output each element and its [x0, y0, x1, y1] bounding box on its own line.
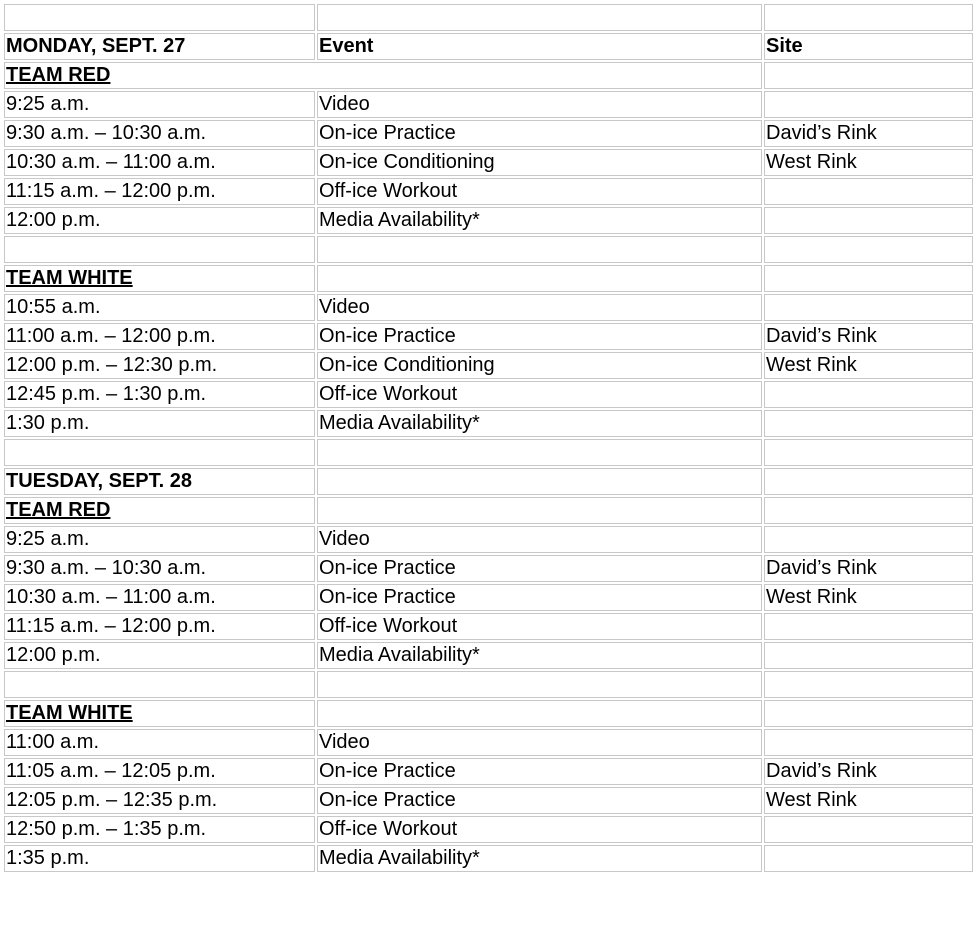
schedule-row	[4, 816, 973, 843]
time-cell: 11:15 a.m. – 12:00 p.m.	[4, 178, 315, 205]
event-cell: Off-ice Workout	[317, 381, 762, 408]
time-cell: 11:00 a.m.	[4, 729, 315, 756]
empty-cell	[764, 4, 973, 31]
time-cell: 1:35 p.m.	[4, 845, 315, 872]
site-cell	[764, 381, 973, 408]
site-cell: West Rink	[764, 787, 973, 814]
site-cell	[764, 526, 973, 553]
empty-cell	[4, 671, 315, 698]
schedule-row	[4, 207, 973, 234]
empty-cell	[764, 700, 973, 727]
site-cell: David’s Rink	[764, 758, 973, 785]
empty-cell	[764, 468, 973, 495]
time-cell: 11:00 a.m. – 12:00 p.m.	[4, 323, 315, 350]
time-cell: 12:05 p.m. – 12:35 p.m.	[4, 787, 315, 814]
site-cell	[764, 178, 973, 205]
schedule-row	[4, 410, 973, 437]
event-cell: Video	[317, 526, 762, 553]
empty-cell	[764, 236, 973, 263]
event-cell: Media Availability*	[317, 642, 762, 669]
event-cell: Off-ice Workout	[317, 178, 762, 205]
schedule-row	[4, 758, 973, 785]
empty-cell	[764, 265, 973, 292]
schedule-row	[4, 178, 973, 205]
schedule-row	[4, 729, 973, 756]
empty-cell	[764, 439, 973, 466]
time-cell: 10:30 a.m. – 11:00 a.m.	[4, 584, 315, 611]
event-cell: Media Availability*	[317, 207, 762, 234]
blank-row	[4, 671, 973, 698]
schedule-row	[4, 323, 973, 350]
site-cell	[764, 294, 973, 321]
empty-cell	[4, 439, 315, 466]
time-cell: 10:30 a.m. – 11:00 a.m.	[4, 149, 315, 176]
time-cell: 12:00 p.m. – 12:30 p.m.	[4, 352, 315, 379]
site-cell: West Rink	[764, 584, 973, 611]
site-cell	[764, 729, 973, 756]
site-cell: David’s Rink	[764, 323, 973, 350]
empty-cell	[764, 62, 973, 89]
time-cell: 9:30 a.m. – 10:30 a.m.	[4, 555, 315, 582]
event-cell: Off-ice Workout	[317, 613, 762, 640]
schedule-row	[4, 555, 973, 582]
event-cell: On-ice Practice	[317, 323, 762, 350]
empty-cell	[317, 4, 762, 31]
schedule-row	[4, 613, 973, 640]
schedule-row	[4, 294, 973, 321]
time-cell: 12:45 p.m. – 1:30 p.m.	[4, 381, 315, 408]
event-cell: Video	[317, 729, 762, 756]
team-heading-row	[4, 62, 973, 89]
event-cell: On-ice Practice	[317, 787, 762, 814]
event-column-header: Event	[317, 33, 762, 60]
day-heading: TUESDAY, SEPT. 28	[4, 468, 315, 495]
empty-cell	[317, 700, 762, 727]
event-cell: On-ice Practice	[317, 758, 762, 785]
event-cell: Off-ice Workout	[317, 816, 762, 843]
event-cell: Media Availability*	[317, 410, 762, 437]
empty-cell	[4, 236, 315, 263]
time-cell: 10:55 a.m.	[4, 294, 315, 321]
site-cell	[764, 816, 973, 843]
event-cell: On-ice Practice	[317, 120, 762, 147]
schedule-row	[4, 526, 973, 553]
event-cell: Video	[317, 91, 762, 118]
empty-cell	[764, 671, 973, 698]
site-cell	[764, 207, 973, 234]
empty-cell	[317, 671, 762, 698]
empty-cell	[317, 468, 762, 495]
schedule-table	[2, 2, 975, 874]
site-cell	[764, 845, 973, 872]
time-cell: 12:00 p.m.	[4, 207, 315, 234]
site-cell	[764, 410, 973, 437]
site-cell: David’s Rink	[764, 555, 973, 582]
header-row	[4, 33, 973, 60]
team-heading: TEAM WHITE	[4, 265, 315, 292]
schedule-row	[4, 91, 973, 118]
team-heading-row	[4, 700, 973, 727]
schedule-row	[4, 845, 973, 872]
schedule-row	[4, 381, 973, 408]
empty-cell	[764, 497, 973, 524]
empty-cell	[317, 497, 762, 524]
event-cell: On-ice Practice	[317, 555, 762, 582]
event-cell: Video	[317, 294, 762, 321]
site-cell	[764, 91, 973, 118]
day-heading-row	[4, 468, 973, 495]
event-cell: Media Availability*	[317, 845, 762, 872]
empty-cell	[317, 265, 762, 292]
event-cell: On-ice Conditioning	[317, 352, 762, 379]
time-cell: 9:25 a.m.	[4, 526, 315, 553]
time-cell: 11:15 a.m. – 12:00 p.m.	[4, 613, 315, 640]
schedule-row	[4, 120, 973, 147]
team-heading: TEAM RED	[4, 62, 762, 89]
schedule-body	[4, 4, 973, 872]
team-heading-row	[4, 265, 973, 292]
site-cell: West Rink	[764, 149, 973, 176]
schedule-row	[4, 584, 973, 611]
team-heading-row	[4, 497, 973, 524]
time-cell: 9:25 a.m.	[4, 91, 315, 118]
schedule-row	[4, 642, 973, 669]
time-cell: 12:50 p.m. – 1:35 p.m.	[4, 816, 315, 843]
blank-row	[4, 439, 973, 466]
site-column-header: Site	[764, 33, 973, 60]
site-cell: David’s Rink	[764, 120, 973, 147]
time-cell: 1:30 p.m.	[4, 410, 315, 437]
blank-row	[4, 236, 973, 263]
event-cell: On-ice Practice	[317, 584, 762, 611]
time-cell: 12:00 p.m.	[4, 642, 315, 669]
schedule-row	[4, 149, 973, 176]
blank-row	[4, 4, 973, 31]
empty-cell	[317, 236, 762, 263]
team-heading: TEAM WHITE	[4, 700, 315, 727]
site-cell	[764, 613, 973, 640]
event-cell: On-ice Conditioning	[317, 149, 762, 176]
empty-cell	[317, 439, 762, 466]
time-cell: 11:05 a.m. – 12:05 p.m.	[4, 758, 315, 785]
site-cell	[764, 642, 973, 669]
team-heading: TEAM RED	[4, 497, 315, 524]
schedule-row	[4, 787, 973, 814]
schedule-row	[4, 352, 973, 379]
time-cell: 9:30 a.m. – 10:30 a.m.	[4, 120, 315, 147]
site-cell: West Rink	[764, 352, 973, 379]
empty-cell	[4, 4, 315, 31]
day-heading: MONDAY, SEPT. 27	[4, 33, 315, 60]
